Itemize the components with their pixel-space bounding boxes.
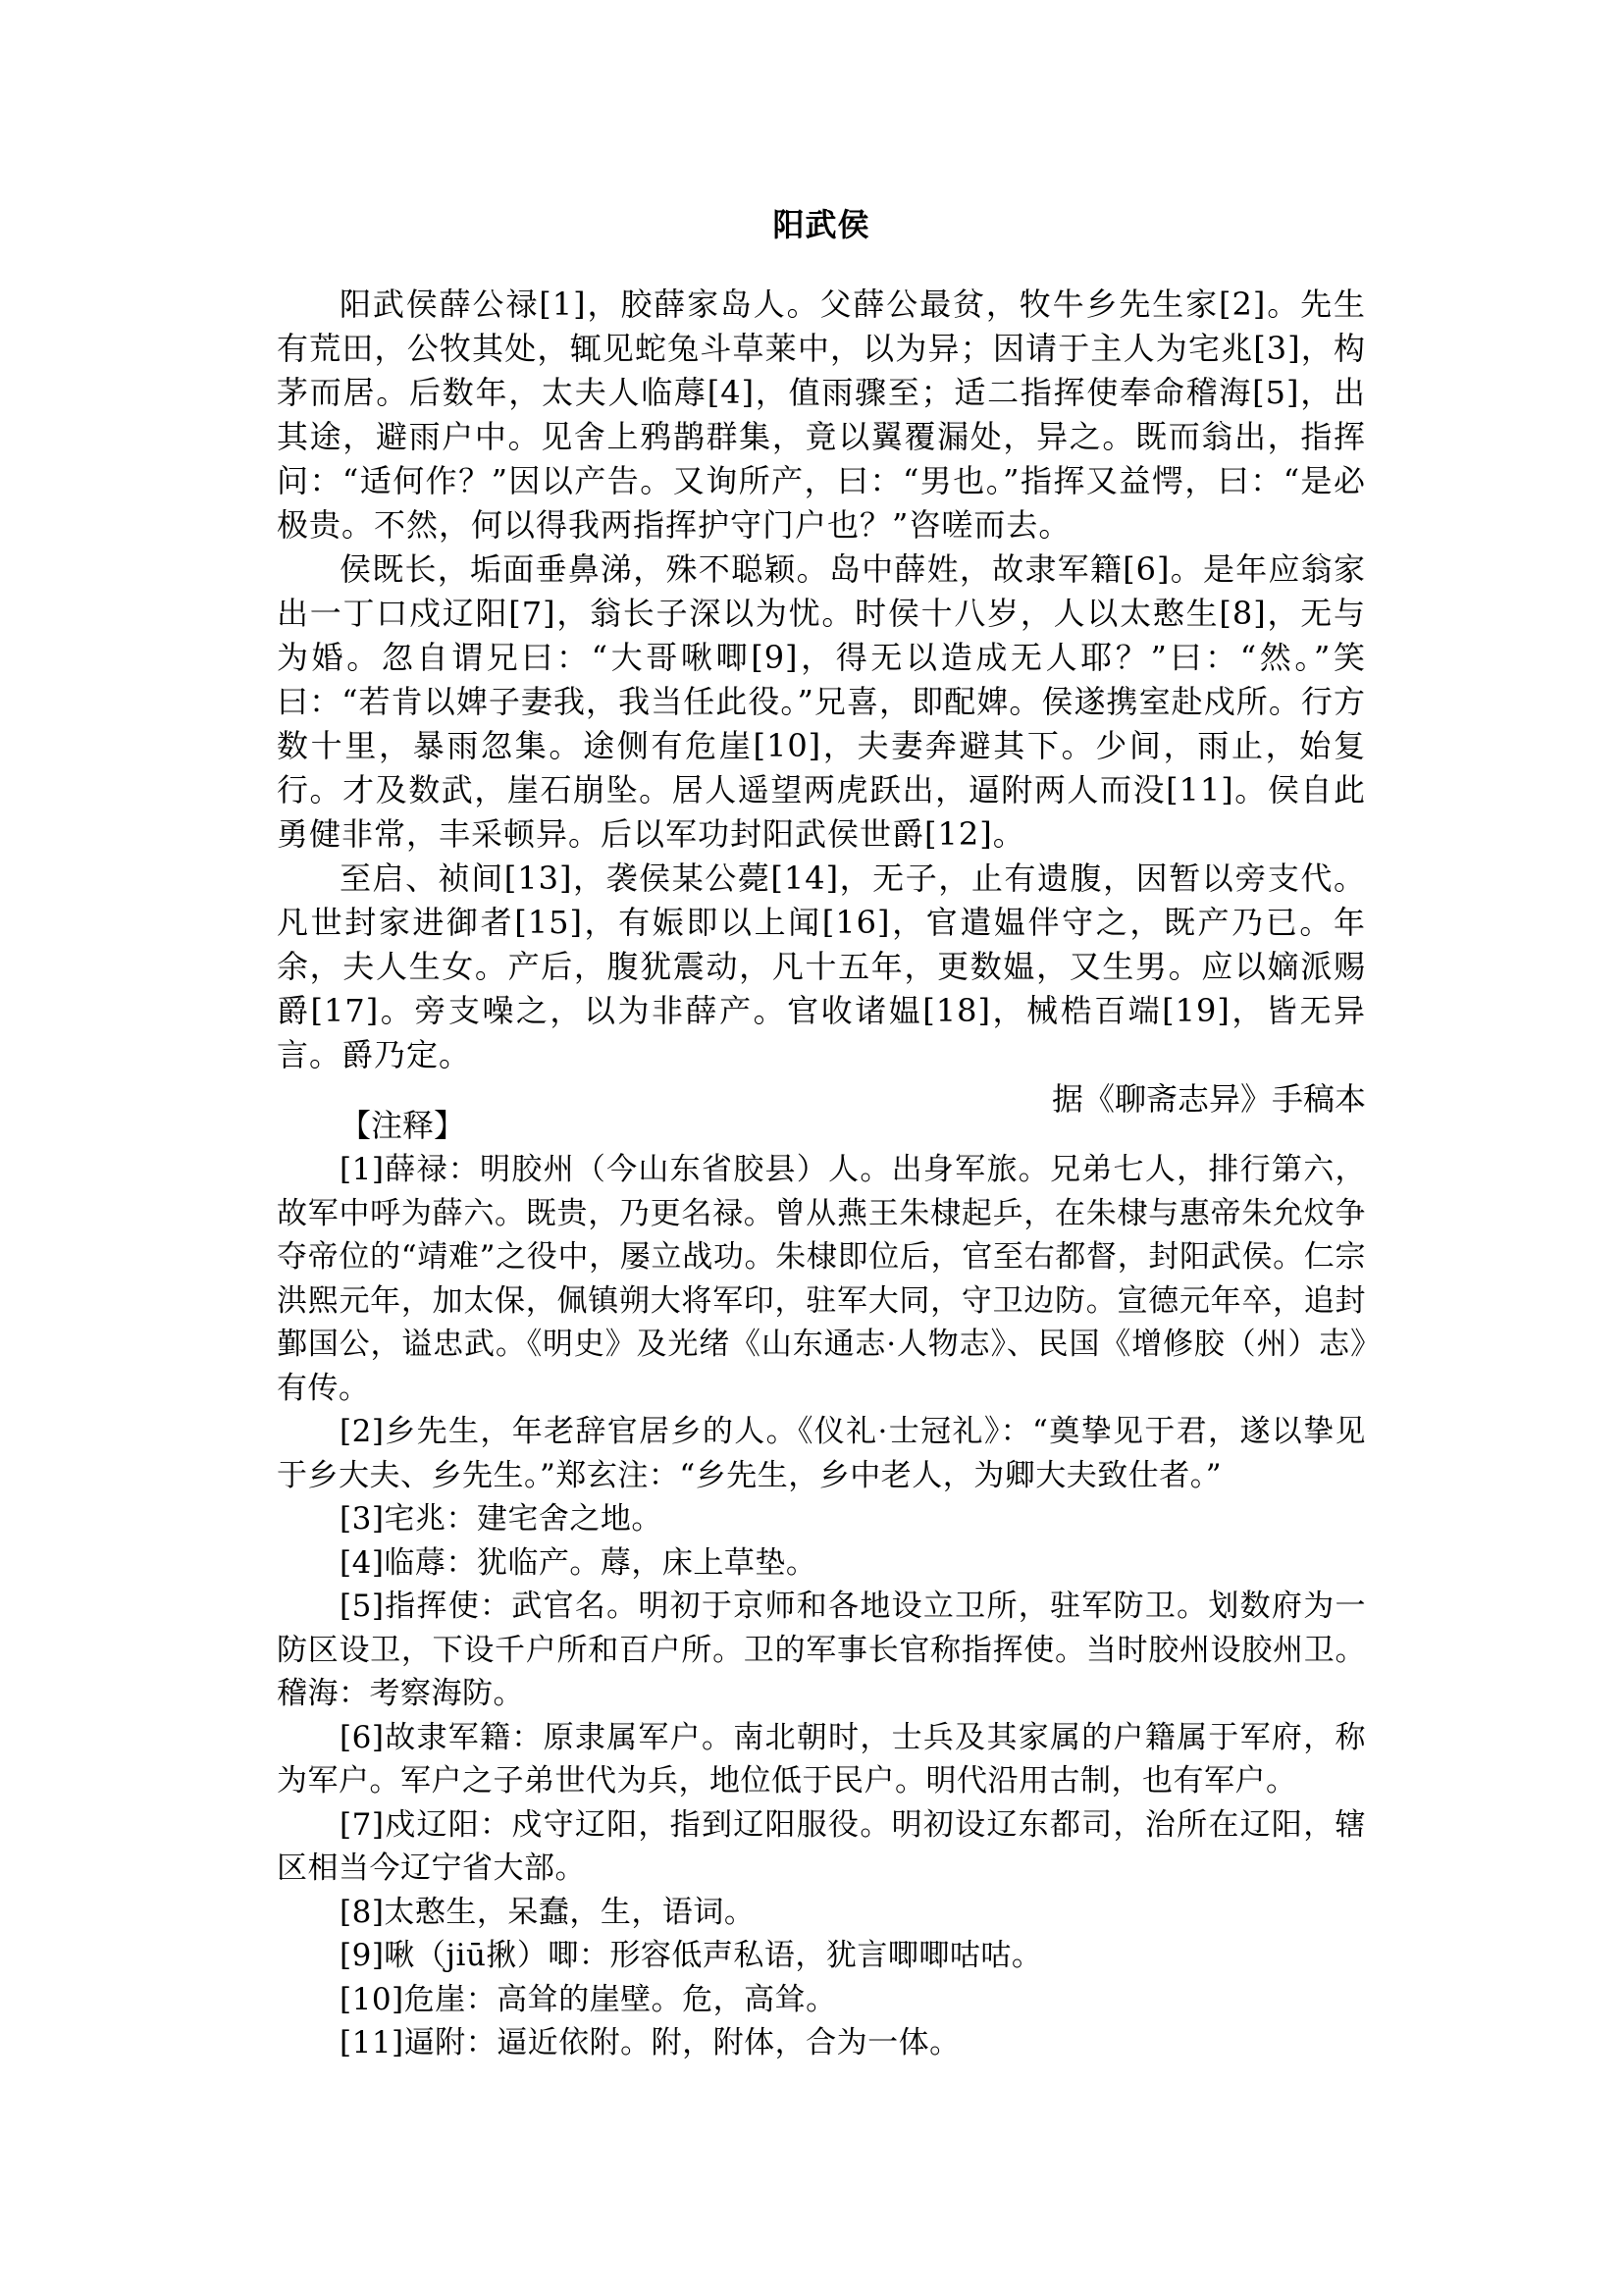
note-item: [10]危崖：高耸的崖壁。危，高耸。 (340, 1981, 837, 2017)
note-item: [6]故隶军籍：原隶属军户。南北朝时，士兵及其家属的户籍属于军府，称为军户。军户之子弟世代为兵，地位低于民户。明代沿用古制，也有军户。 (277, 1719, 1366, 1799)
note-item: [3]宅兆：建宅舍之地。 (340, 1501, 662, 1537)
story-paragraph: 阳武侯薛公禄[1]，胶薛家岛人。父薛公最贫，牧牛乡先生家[2]。先生有荒田，公牧其处，辄见蛇兔斗草莱中，以为异；因请于主人为宅兆[3]，构茅而居。后数年，太夫人临蓐[4]，值雨骤至；适二指挥使奉命稽海[5]，出其途，避雨户中。见舍上鸦鹊群集，竟以翼覆漏处，异之。既而翁出，指挥问：“适何作？”因以产告。又询所产，曰：“男也。”指挥又益愕，曰：“是必极贵。不然，何以得我两指挥护守门户也？”咨嗟而去。 (277, 286, 1366, 544)
notes-heading: 【注释】 (340, 1107, 466, 1144)
note-item: [9]啾（jiū揪）唧：形容低声私语，犹言唧唧咕咕。 (340, 1938, 1043, 1973)
note-item: [7]戍辽阳：戍守辽阳，指到辽阳服役。明初设辽东都司，治所在辽阳，辖区相当今辽宁省大部。 (277, 1806, 1366, 1886)
note-item: [1]薛禄：明胶州（今山东省胶县）人。出身军旅。兄弟七人，排行第六，故军中呼为薛六。既贵，乃更名禄。曾从燕王朱棣起乒，在朱棣与惠帝朱允炆争夺帝位的“靖难”之役中，屡立战功。朱棣即位后，官至右都督，封阳武侯。仁宗洪熙元年，加太保，佩镇朔大将军印，驻军大同，守卫边防。宣德元年卒，追封鄞国公，谥忠武。《明史》及光绪《山东通志·人物志》、民国《增修胶（州）志》有传。 (277, 1152, 1366, 1406)
note-item: [2]乡先生，年老辞官居乡的人。《仪礼·士冠礼》：“奠挚见于君，遂以挚见于乡大夫、乡先生。”郑玄注：“乡先生，乡中老人，为卿大夫致仕者。” (277, 1414, 1366, 1493)
note-item: [8]太憨生，呆蠢，生，语词。 (340, 1894, 756, 1930)
note-item: [11]逼附：逼近依附。附，附体，合为一体。 (340, 2025, 961, 2060)
story-paragraph: 至启、祯间[13]，袭侯某公薨[14]，无子，止有遗腹，因暂以旁支代。凡世封家进御者[15]，有娠即以上闻[16]，官遣媪伴守之，既产乃已。年余，夫人生女。产后，腹犹震动，凡十五年，更数媪，又生男。应以嫡派赐爵[17]。旁支噪之，以为非薛产。官收诸媪[18]，械梏百端[19]，皆无异言。爵乃定。 (277, 860, 1366, 1073)
story-paragraph: 侯既长，垢面垂鼻涕，殊不聪颖。岛中薛姓，故隶军籍[6]。是年应翁家出一丁口戍辽阳[7]，翁长子深以为忧。时侯十八岁，人以太憨生[8]，无与为婚。忽自谓兄曰：“大哥啾唧[9]，得无以造成无人耶？”曰：“然。”笑曰：“若肯以婢子妻我，我当任此役。”兄喜，即配婢。侯遂携室赴戍所。行方数十里，暴雨忽集。途侧有危崖[10]，夫妻奔避其下。少间，雨止，始复行。才及数武，崖石崩坠。居人遥望两虎跃出，逼附两人而没[11]。侯自此勇健非常，丰采顿异。后以军功封阳武侯世爵[12]。 (277, 550, 1366, 853)
document-title: 阳武侯 (772, 206, 870, 243)
notes-section (277, 1104, 1366, 2065)
note-item: [5]指挥使：武官名。明初于京师和各地设立卫所，驻军防卫。划数府为一防区设卫，下设千户所和百户所。卫的军事长官称指挥使。当时胶州设胶州卫。稽海：考察海防。 (277, 1589, 1366, 1711)
story-body (277, 283, 1366, 1121)
source-citation: 据《聊斋志异》手稿本 (1051, 1080, 1366, 1118)
note-item: [4]临蓐：犹临产。蓐，床上草垫。 (340, 1544, 817, 1581)
